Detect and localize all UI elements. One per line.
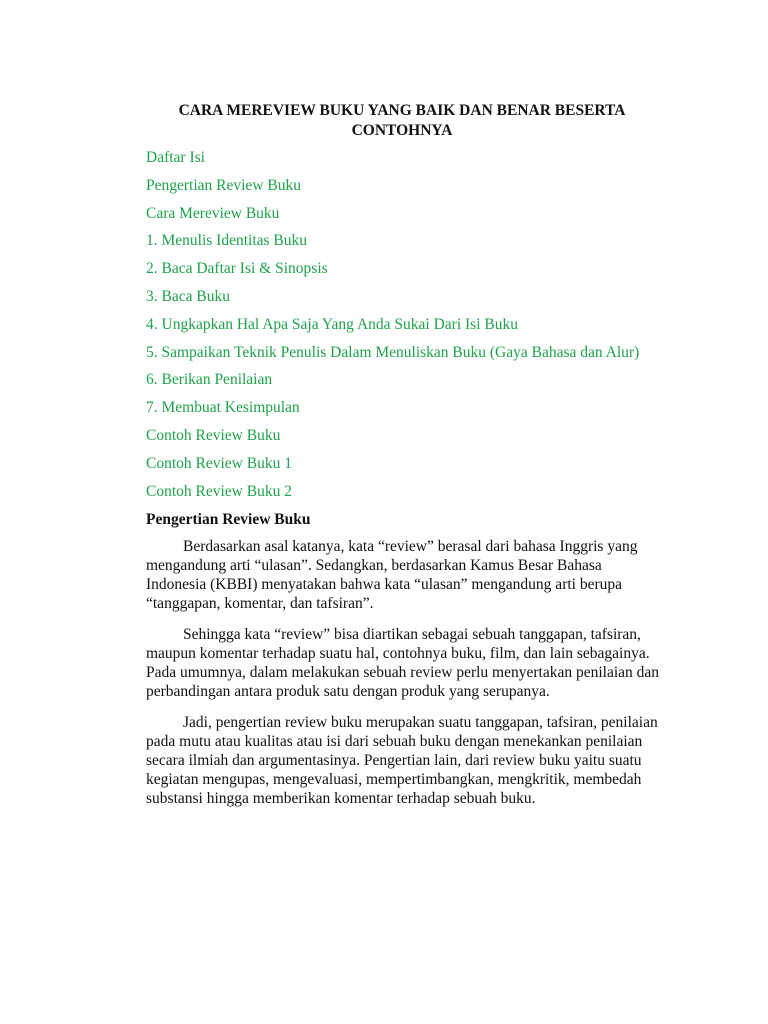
toc-item — [146, 398, 686, 426]
toc-item — [146, 176, 686, 204]
paragraph: Jadi, pengertian review buku merupakan suatu tanggapan, tafsiran, penilaian pada mutu atau kualitas atau isi dari sebuah buku dengan menekankan penilaian secara ilmiah dan argumentasinya. Pengertian lain, dari review buku yaitu suatu kegiatan mengupas, mengevaluasi, mempertimbangkan, mengkritik, membedah substansi hingga memberikan komentar terhadap sebuah buku. — [146, 714, 658, 807]
toc-link-berikan-penilaian[interactable]: 6. Berikan Penilaian — [146, 371, 273, 389]
toc-link-ungkapkan-hal[interactable]: 4. Ungkapkan Hal Apa Saja Yang Anda Sukai Dari Isi Buku — [146, 315, 518, 333]
toc-link-contoh-review-buku-2[interactable]: Contoh Review Buku 2 — [146, 482, 292, 500]
document-title-line-2: CONTOHNYA — [351, 122, 453, 139]
toc-link-menulis-identitas-buku[interactable]: 1. Menulis Identitas Buku — [146, 232, 308, 250]
toc-link-baca-buku[interactable]: 3. Baca Buku — [146, 287, 230, 305]
toc-link-membuat-kesimpulan[interactable]: 7. Membuat Kesimpulan — [146, 399, 300, 417]
paragraph: Sehingga kata “review” bisa diartikan sebagai sebuah tanggapan, tafsiran, maupun komentar terhadap suatu hal, contohnya buku, film, dan lain sebagainya. Pada umumnya, dalam melakukan sebuah review perlu menyertakan penilaian dan perbandingan antara produk satu dengan produk yang serupanya. — [146, 626, 660, 700]
section-heading: Pengertian Review Buku — [146, 511, 311, 528]
toc-link-cara-mereview-buku[interactable]: Cara Mereview Buku — [146, 204, 280, 222]
toc-item — [146, 148, 686, 176]
document-title-line-1: CARA MEREVIEW BUKU YANG BAIK DAN BENAR BESERTA — [178, 102, 626, 119]
toc-item — [146, 315, 686, 343]
toc-item — [146, 231, 686, 259]
toc-item — [146, 426, 686, 454]
toc-item — [146, 454, 686, 482]
toc-item — [146, 259, 686, 287]
toc-link-baca-daftar-isi-sinopsis[interactable]: 2. Baca Daftar Isi & Sinopsis — [146, 260, 328, 278]
toc-link-pengertian-review-buku[interactable]: Pengertian Review Buku — [146, 176, 301, 194]
toc-item — [146, 370, 686, 398]
toc-link-sampaikan-teknik[interactable]: 5. Sampaikan Teknik Penulis Dalam Menuliskan Buku (Gaya Bahasa dan Alur) — [146, 343, 640, 361]
toc-item — [146, 482, 686, 510]
toc-item — [146, 204, 686, 232]
table-of-contents — [146, 148, 686, 509]
paragraph: Berdasarkan asal katanya, kata “review” berasal dari bahasa Inggris yang mengandung arti “ulasan”. Sedangkan, berdasarkan Kamus Besar Bahasa Indonesia (KBBI) menyatakan bahwa kata “ulasan” mengandung arti berupa “tanggapan, komentar, dan tafsiran”. — [146, 538, 638, 612]
document-title — [146, 101, 658, 141]
toc-link-contoh-review-buku-1[interactable]: Contoh Review Buku 1 — [146, 454, 292, 472]
toc-link-contoh-review-buku[interactable]: Contoh Review Buku — [146, 426, 281, 444]
toc-item — [146, 343, 686, 371]
section-body — [146, 537, 662, 820]
toc-item — [146, 287, 686, 315]
toc-link-daftar-isi[interactable]: Daftar Isi — [146, 149, 205, 166]
